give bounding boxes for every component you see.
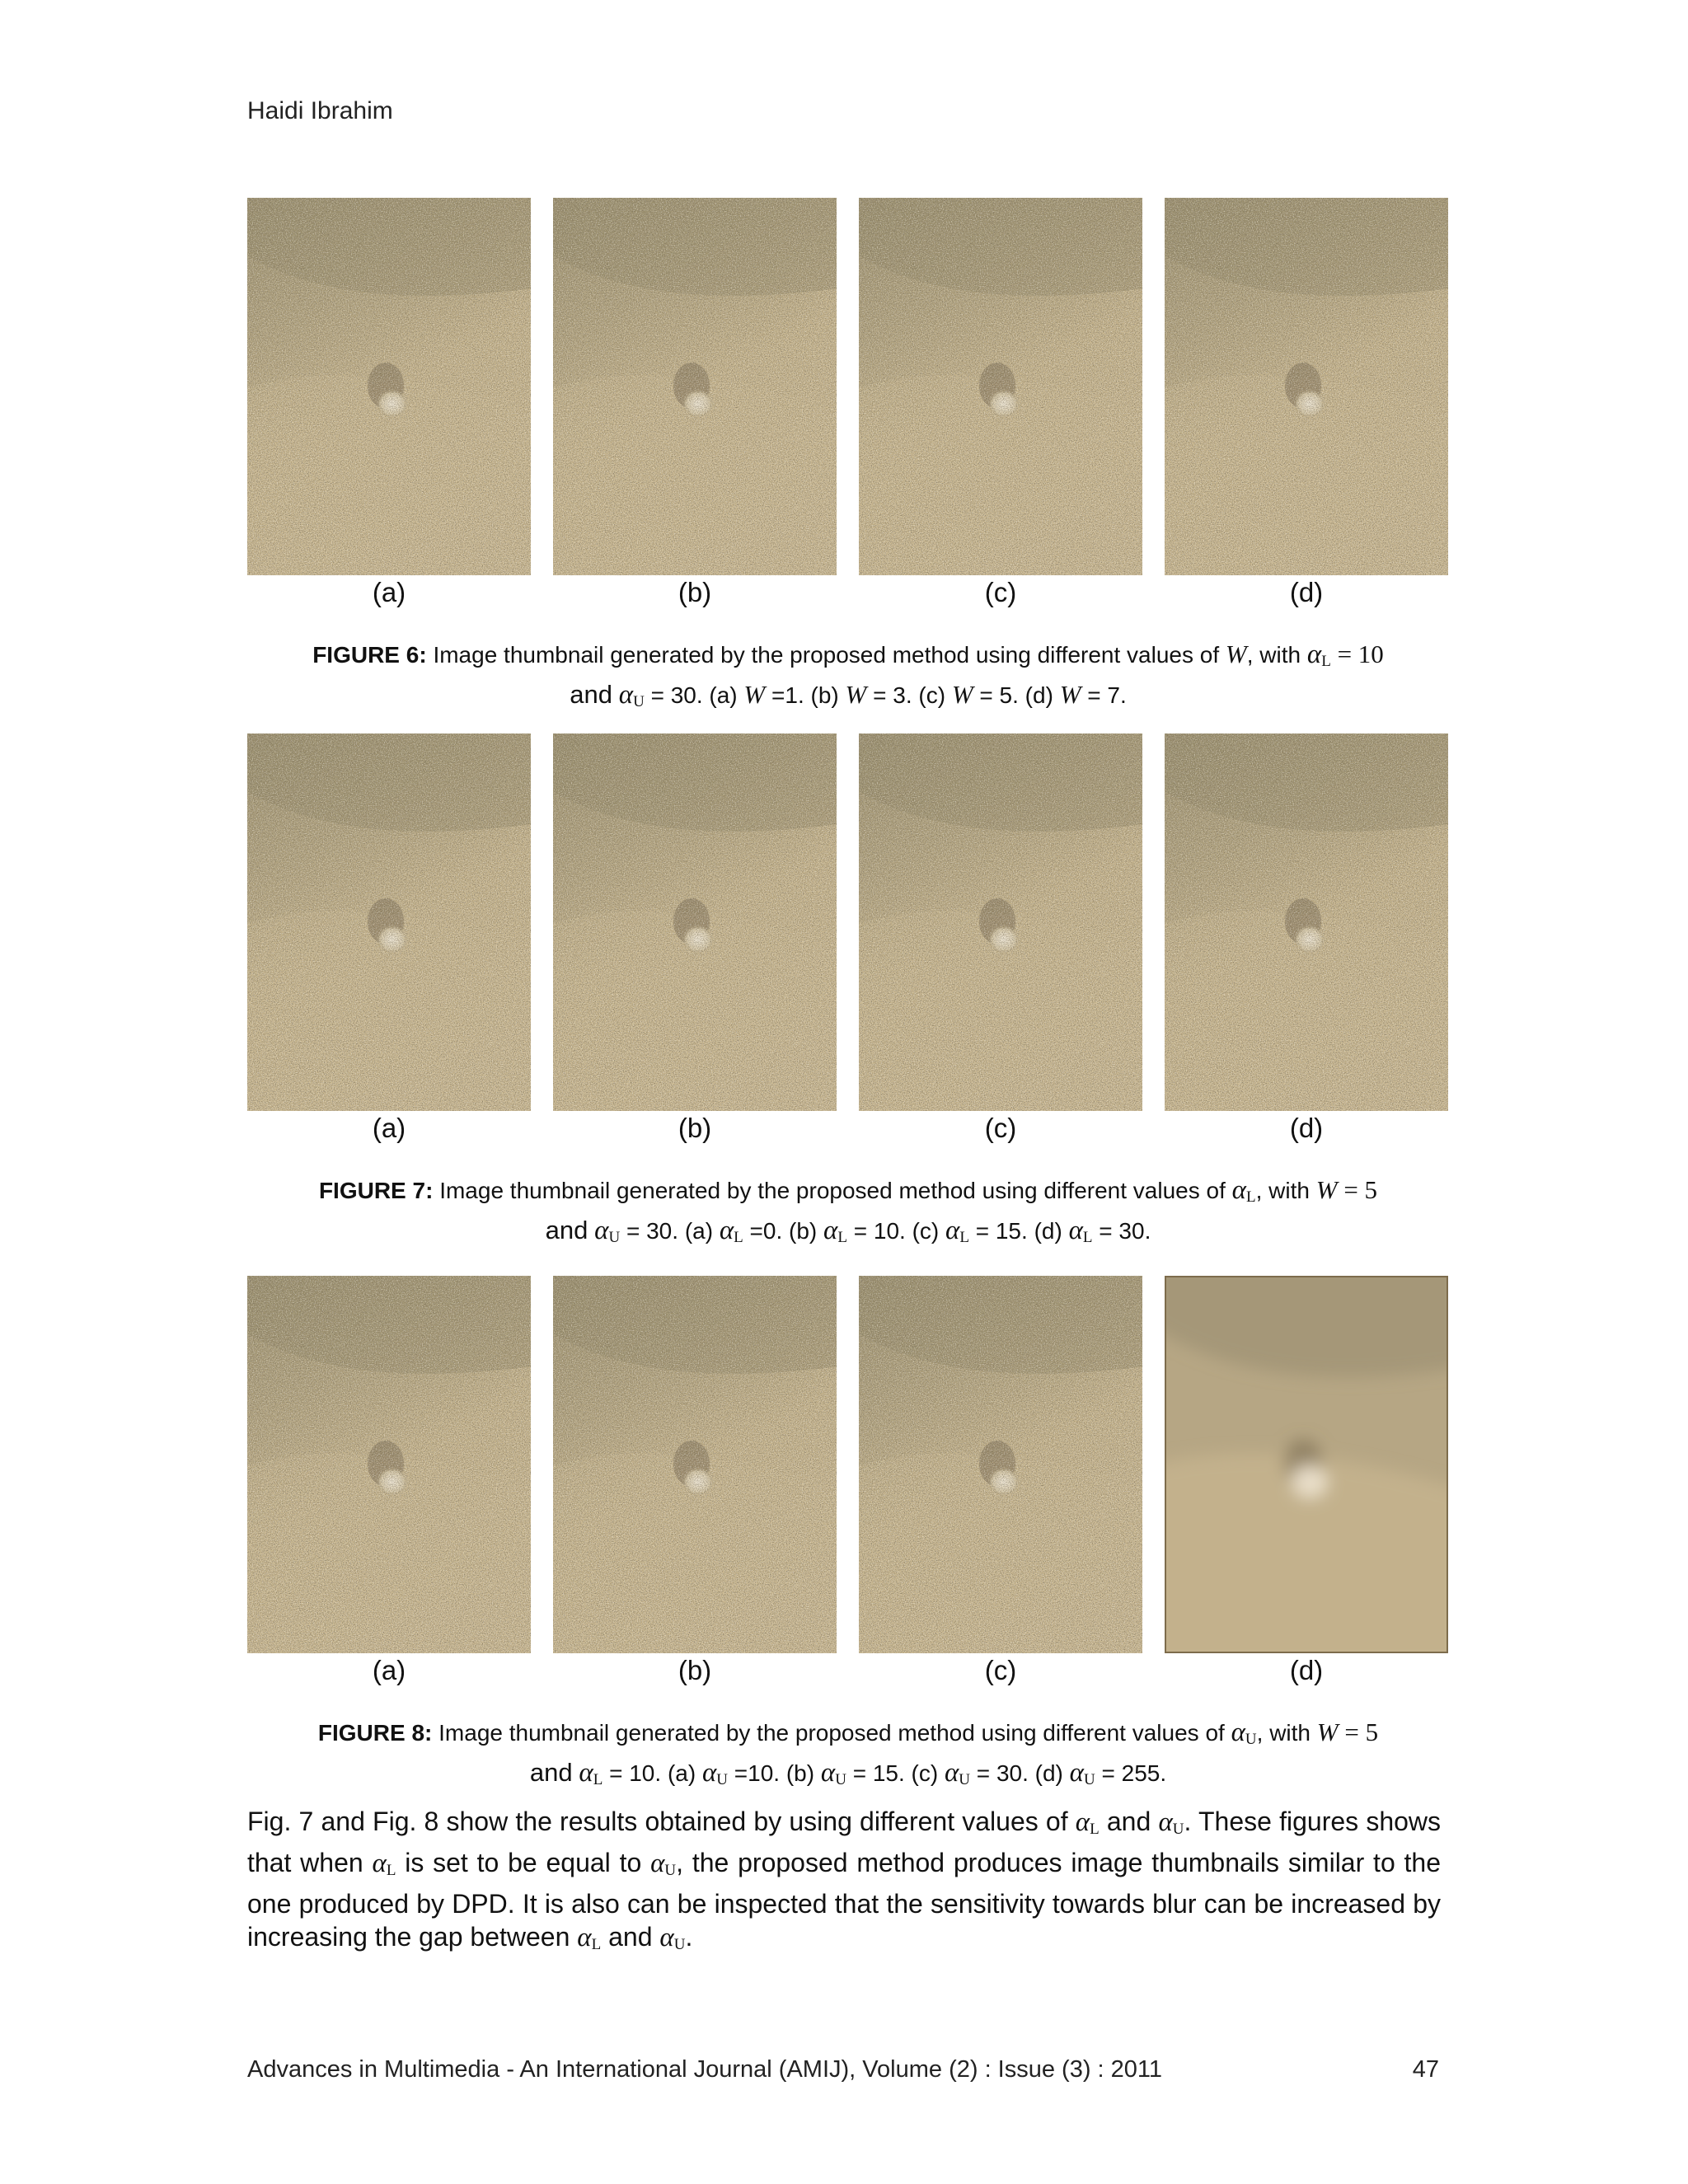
subscript-L: L xyxy=(959,1229,969,1246)
figure-8-label: FIGURE 8: xyxy=(317,1720,433,1746)
caption-text: =1. (b) xyxy=(765,682,846,708)
symbol-alpha: α xyxy=(650,1849,665,1878)
footer-page-number: 47 xyxy=(1412,2056,1439,2083)
figure-8b-thumbnail xyxy=(553,1276,837,1653)
caption-text: = 30. (d) xyxy=(970,1760,1070,1786)
figure-6-caption xyxy=(247,638,1449,719)
symbol-W: W xyxy=(845,680,867,709)
subscript-U: U xyxy=(835,1771,846,1788)
caption-text: = 10. (c) xyxy=(846,1218,946,1244)
subcaption-b: (b) xyxy=(678,1655,712,1685)
subscript-L: L xyxy=(593,1771,603,1788)
caption-text: Image thumbnail generated by the proposed method using different values of xyxy=(426,642,1226,668)
symbol-alpha: α xyxy=(701,1758,717,1788)
caption-text: , with xyxy=(1255,1178,1316,1203)
subcaption-b: (b) xyxy=(678,577,712,607)
symbol-alpha: α xyxy=(372,1849,387,1878)
running-header-author: Haidi Ibrahim xyxy=(247,97,393,124)
caption-text: Image thumbnail generated by the proposed method using different values of xyxy=(432,1720,1231,1746)
caption-text: = 30. (a) xyxy=(644,682,744,708)
figure-7d-thumbnail xyxy=(1165,733,1448,1111)
symbol-alpha: α xyxy=(1068,1216,1083,1245)
caption-and: and xyxy=(570,680,612,709)
subscript-L: L xyxy=(1090,1821,1100,1838)
symbol-alpha: α xyxy=(659,1923,674,1952)
caption-and: and xyxy=(545,1216,588,1244)
paragraph-text: and xyxy=(601,1922,660,1952)
paragraph-text: Fig. 7 and Fig. 8 show the results obtained by using different values of xyxy=(247,1807,1076,1836)
caption-text: = 10. (a) xyxy=(603,1760,702,1786)
caption-text: = 30. xyxy=(1092,1218,1151,1244)
symbol-alpha: α xyxy=(618,680,634,710)
caption-text: = 7. xyxy=(1081,682,1127,708)
subcaption-c: (c) xyxy=(984,577,1017,607)
caption-text: =10. (b) xyxy=(728,1760,821,1786)
subscript-U: U xyxy=(959,1771,971,1788)
caption-value: = 5 xyxy=(1338,1718,1379,1746)
caption-text: = 3. (c) xyxy=(866,682,952,708)
figure-6d-thumbnail xyxy=(1165,198,1448,575)
footer-journal-citation: Advances in Multimedia - An International Journal (AMIJ), Volume (2) : Issue (3) : 2011 xyxy=(247,2056,1163,2083)
body-paragraph xyxy=(247,1805,1441,1961)
caption-and: and xyxy=(529,1758,573,1787)
symbol-alpha: α xyxy=(1075,1807,1090,1837)
subscript-L: L xyxy=(1245,1188,1256,1206)
paragraph-text: is set to be equal to xyxy=(396,1848,651,1877)
figure-8c-thumbnail xyxy=(859,1276,1142,1653)
caption-value: = 10 xyxy=(1330,640,1384,668)
symbol-W: W xyxy=(951,680,973,709)
symbol-alpha: α xyxy=(1231,1175,1246,1205)
figure-7-subcaptions xyxy=(247,1113,1449,1146)
paragraph-text: . These figures shows that when xyxy=(247,1807,1442,1877)
subscript-L: L xyxy=(386,1862,396,1879)
caption-text: , with xyxy=(1246,642,1307,668)
figure-6-label: FIGURE 6: xyxy=(312,642,427,668)
figure-7a-thumbnail xyxy=(247,733,531,1111)
figure-6b-thumbnail xyxy=(553,198,837,575)
symbol-alpha: α xyxy=(1231,1718,1245,1747)
subcaption-a: (a) xyxy=(372,1113,406,1143)
caption-value: = 5 xyxy=(1337,1175,1378,1204)
figure-7c-thumbnail xyxy=(859,733,1142,1111)
symbol-alpha: α xyxy=(1306,640,1322,669)
symbol-alpha: α xyxy=(577,1923,592,1952)
subscript-U: U xyxy=(608,1229,621,1246)
subcaption-a: (a) xyxy=(372,577,406,607)
symbol-W: W xyxy=(1225,640,1247,668)
symbol-alpha: α xyxy=(594,1216,609,1245)
caption-text: = 255. xyxy=(1095,1760,1167,1786)
paragraph-text: , the proposed method produces image thumbnails similar to the one produced by DPD. It is also can be inspected that the sensitivity towards blur can be increased by increasing the gap between xyxy=(247,1848,1442,1952)
caption-text: = 15. (d) xyxy=(968,1218,1069,1244)
figure-8a-thumbnail xyxy=(247,1276,531,1653)
caption-text: =0. (b) xyxy=(743,1218,824,1244)
subcaption-b: (b) xyxy=(678,1113,712,1143)
symbol-W: W xyxy=(1059,680,1081,709)
symbol-alpha: α xyxy=(823,1216,838,1245)
figure-7-caption xyxy=(247,1174,1449,1254)
figure-7-image-row xyxy=(247,733,1449,1111)
symbol-alpha: α xyxy=(944,1758,959,1788)
paragraph-text: and xyxy=(1099,1807,1159,1836)
subcaption-d: (d) xyxy=(1289,577,1324,607)
subcaption-c: (c) xyxy=(984,1655,1017,1685)
subcaption-d: (d) xyxy=(1289,1113,1324,1143)
symbol-alpha: α xyxy=(1069,1758,1084,1788)
subscript-L: L xyxy=(591,1936,602,1953)
caption-text: = 5. (d) xyxy=(973,682,1060,708)
symbol-alpha: α xyxy=(579,1758,593,1788)
subscript-U: U xyxy=(1245,1731,1257,1748)
subscript-U: U xyxy=(633,693,645,710)
caption-text: = 30. (a) xyxy=(620,1218,720,1244)
subscript-L: L xyxy=(734,1229,743,1246)
subscript-U: U xyxy=(1172,1821,1184,1838)
subscript-U: U xyxy=(716,1771,729,1788)
paragraph-text: . xyxy=(685,1922,693,1952)
figure-6a-thumbnail xyxy=(247,198,531,575)
subcaption-c: (c) xyxy=(984,1113,1017,1143)
figure-6-image-row xyxy=(247,198,1449,575)
figure-8-image-row xyxy=(247,1276,1449,1653)
symbol-alpha: α xyxy=(719,1216,734,1245)
figure-8d-thumbnail-blurred xyxy=(1165,1276,1448,1653)
figure-7b-thumbnail xyxy=(553,733,837,1111)
symbol-W: W xyxy=(1316,1718,1339,1746)
subcaption-d: (d) xyxy=(1289,1655,1324,1685)
symbol-alpha: α xyxy=(945,1216,960,1245)
figure-8-caption xyxy=(247,1716,1449,1797)
subscript-U: U xyxy=(664,1862,677,1879)
symbol-W: W xyxy=(743,680,766,709)
subcaption-a: (a) xyxy=(372,1655,406,1685)
figure-6c-thumbnail xyxy=(859,198,1142,575)
figure-8-subcaptions xyxy=(247,1655,1449,1688)
symbol-alpha: α xyxy=(1158,1807,1173,1837)
figure-6-subcaptions xyxy=(247,577,1449,610)
symbol-alpha: α xyxy=(820,1758,836,1788)
subscript-U: U xyxy=(673,1936,686,1953)
subscript-L: L xyxy=(1082,1229,1093,1246)
caption-text: = 15. (c) xyxy=(846,1760,945,1786)
caption-text: , with xyxy=(1256,1720,1317,1746)
symbol-W: W xyxy=(1315,1175,1338,1204)
subscript-L: L xyxy=(1321,653,1331,670)
caption-text: Image thumbnail generated by the proposed method using different values of xyxy=(433,1178,1232,1203)
subscript-U: U xyxy=(1083,1771,1095,1788)
figure-7-label: FIGURE 7: xyxy=(318,1178,434,1203)
subscript-L: L xyxy=(837,1229,847,1246)
